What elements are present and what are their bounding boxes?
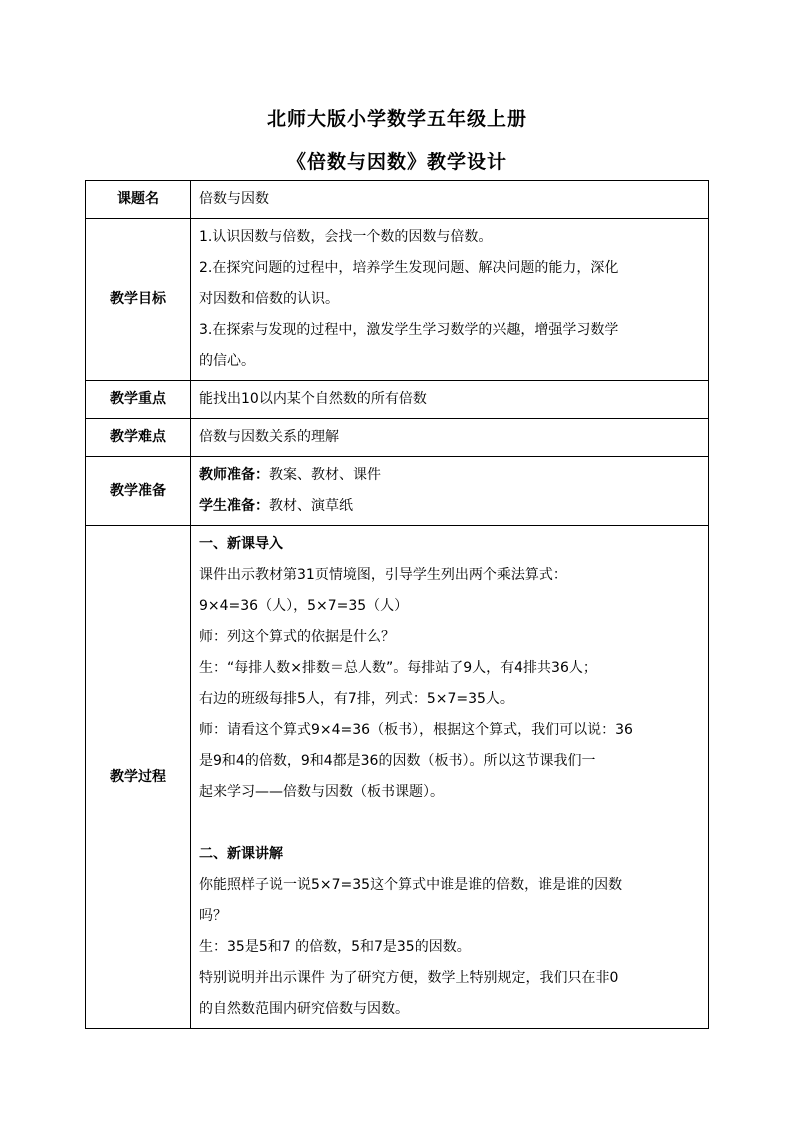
goal-line: 1.认识因数与倍数，会找一个数的因数与倍数。 [199, 229, 493, 245]
row-label-key-points: 教学重点 [86, 381, 191, 419]
table-row-key-points [86, 381, 709, 419]
student-prep-line [199, 491, 703, 522]
process-line: 生：35是5和7 的倍数，5和7是35的因数。 [199, 939, 471, 955]
goal-line: 3.在探索与发现的过程中，激发学生学习数学的兴趣，增强学习数学 [199, 322, 619, 338]
process-line: 是9和4的倍数，9和4都是36的因数（板书）。所以这节课我们一 [199, 753, 596, 769]
section-heading: 一、新课导入 [199, 536, 283, 552]
goal-line: 2.在探究问题的过程中，培养学生发现问题、解决问题的能力，深化 [199, 260, 619, 276]
teacher-prep-line [199, 460, 703, 491]
process-line: 师：请看这个算式9×4=36（板书），根据这个算式，我们可以说：36 [199, 722, 633, 738]
goal-line: 的信心。 [199, 353, 255, 369]
teacher-prep-label: 教师准备： [199, 467, 269, 483]
document-subtitle: 《倍数与因数》教学设计 [286, 151, 507, 173]
process-line: 特别说明并出示课件 为了研究方便，数学上特别规定，我们只在非0 [199, 970, 619, 986]
process-line: 的自然数范围内研究倍数与因数。 [199, 1001, 409, 1017]
process-content [191, 526, 709, 1029]
row-label-difficulty: 教学难点 [86, 419, 191, 457]
process-line: 生：“每排人数×排数＝总人数”。每排站了9人，有4排共36人； [199, 660, 597, 676]
process-line: 吗？ [199, 908, 227, 924]
process-line: 9×4=36（人），5×7=35（人） [199, 598, 409, 614]
difficulty-value: 倍数与因数关系的理解 [191, 419, 709, 457]
table-row-topic [86, 181, 709, 219]
process-line: 你能照样子说一说5×7=35这个算式中谁是谁的倍数，谁是谁的因数 [199, 877, 623, 893]
row-label-preparation: 教学准备 [86, 457, 191, 526]
section-heading: 二、新课讲解 [199, 846, 283, 862]
process-line: 右边的班级每排5人，有7排，列式：5×7=35人。 [199, 691, 514, 707]
document-title: 北师大版小学数学五年级上册 [266, 108, 527, 130]
table-row-process [86, 526, 709, 1029]
topic-value: 倍数与因数 [191, 181, 709, 219]
process-line: 课件出示教材第31页情境图，引导学生列出两个乘法算式： [199, 567, 567, 583]
row-label-topic: 课题名 [86, 181, 191, 219]
teacher-prep-text: 教案、教材、课件 [269, 467, 381, 483]
row-label-goals: 教学目标 [86, 219, 191, 381]
blank-line [199, 808, 703, 839]
row-label-process: 教学过程 [86, 526, 191, 1029]
table-row-goals [86, 219, 709, 381]
preparation-content [191, 457, 709, 526]
student-prep-label: 学生准备： [199, 498, 269, 514]
lesson-plan-table [85, 180, 709, 1029]
table-row-preparation [86, 457, 709, 526]
process-line: 师：列这个算式的依据是什么？ [199, 629, 395, 645]
student-prep-text: 教材、演草纸 [269, 498, 353, 514]
goals-content [191, 219, 709, 381]
table-row-difficulty [86, 419, 709, 457]
goal-line: 对因数和倍数的认识。 [199, 291, 339, 307]
process-line: 起来学习——倍数与因数（板书课题）。 [199, 784, 444, 800]
key-points-value: 能找出10以内某个自然数的所有倍数 [191, 381, 709, 419]
